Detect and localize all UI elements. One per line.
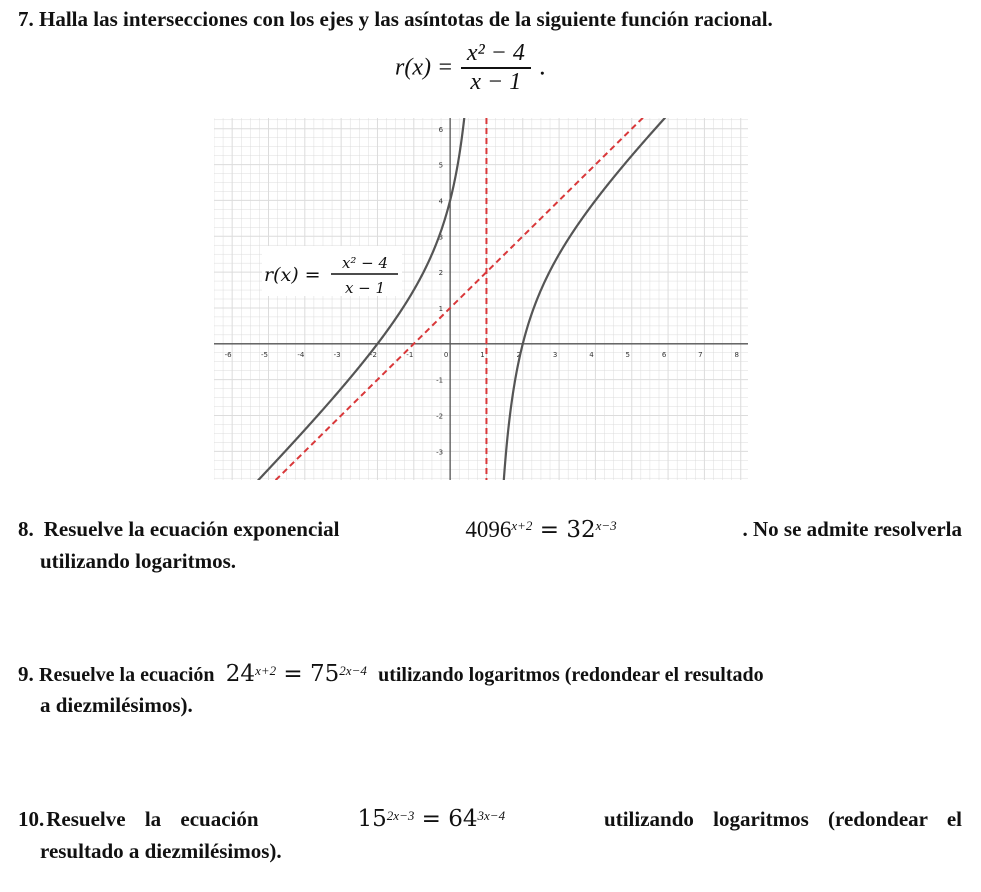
y-tick-label: 1 (438, 304, 444, 313)
x-tick-label: 8 (734, 350, 739, 359)
eq9-base2: 75 (310, 661, 340, 687)
graph-function-label (262, 246, 402, 297)
x-tick-label: 5 (625, 350, 630, 359)
y-tick-label: -3 (436, 448, 444, 457)
question-9-equation (226, 661, 367, 687)
question-9-text-b: utilizando logaritmos (redondear el resultado (378, 664, 764, 686)
x-tick-label: -3 (333, 350, 341, 359)
question-7-number: 7. (18, 7, 34, 31)
x-tick-label: 1 (480, 350, 485, 359)
question-10-equation (358, 806, 506, 833)
formula-numerator: x² − 4 (466, 40, 525, 66)
question-9-number: 9. (18, 662, 34, 686)
x-tick-label: 6 (661, 350, 667, 359)
formula-fraction (461, 40, 531, 96)
x-tick-label: -4 (297, 350, 305, 359)
graph-grid (214, 118, 748, 480)
y-tick-label: 5 (438, 161, 444, 170)
eq9-exp2: 2x−4 (339, 663, 367, 678)
question-8-text-a: Resuelve la ecuación exponencial (43, 517, 340, 541)
question-9-text-a: Resuelve la ecuación (39, 664, 215, 686)
x-tick-label: 3 (552, 350, 558, 359)
eq10-base2: 64 (448, 806, 478, 832)
question-8-equation (465, 516, 616, 544)
y-tick-label: 3 (438, 233, 444, 242)
x-tick-label: 4 (589, 350, 594, 359)
eq8-base2: 32 (566, 517, 596, 543)
y-tick-label: -2 (436, 412, 444, 421)
formula-period: . (538, 52, 547, 81)
question-8-line2: utilizando logaritmos. (40, 549, 237, 573)
question-7-formula (395, 40, 546, 96)
eq10-exp1: 2x−3 (386, 808, 415, 823)
graph-label-denominator: x − 1 (344, 279, 386, 297)
function-graph (214, 118, 748, 480)
x-tick-label: -6 (224, 350, 232, 359)
x-tick-label: 0 (443, 350, 449, 359)
x-tick-label: 2 (516, 350, 522, 359)
x-tick-label: 7 (698, 350, 703, 359)
graph-label-numerator: x² − 4 (341, 254, 389, 272)
y-tick-label: 2 (438, 269, 444, 278)
eq9-equals: = (283, 661, 303, 687)
question-9-line1 (18, 661, 962, 689)
question-8-text-b: . No se admite resolverla (742, 517, 962, 541)
x-tick-label: -2 (369, 350, 377, 359)
formula-denominator: x − 1 (461, 67, 531, 96)
y-tick-label: 6 (438, 125, 444, 134)
eq9-base1: 24 (225, 661, 256, 687)
eq10-exp2: 3x−4 (477, 808, 506, 823)
question-9-line2: a diezmilésimos). (40, 693, 193, 717)
x-tick-label: -1 (406, 350, 414, 359)
formula-lhs: r(x) = (395, 54, 454, 81)
eq8-base1: 4096 (465, 517, 512, 542)
question-8-number: 8. (18, 517, 34, 541)
eq8-exp2: x−3 (595, 518, 617, 533)
eq8-exp1: x+2 (511, 518, 533, 533)
question-8-line1 (18, 516, 962, 544)
eq9-exp1: x+2 (255, 663, 277, 678)
eq8-equals: = (539, 517, 559, 543)
question-10-text-b: utilizando logaritmos (redondear el (604, 807, 962, 831)
question-10-line2: resultado a diezmilésimos). (40, 839, 282, 863)
question-10-text-a: Resuelve la ecuación (46, 807, 259, 831)
graph-label-lhs: r(x) = (264, 264, 321, 286)
question-10-line1 (18, 806, 962, 833)
y-tick-label: -1 (436, 376, 444, 385)
eq10-base1: 15 (357, 806, 387, 832)
question-7-text: Halla las intersecciones con los ejes y las asíntotas de la siguiente función racional. (39, 7, 773, 31)
x-tick-label: -5 (260, 350, 268, 359)
y-tick-label: 4 (438, 197, 444, 206)
question-10-number: 10. (18, 807, 45, 831)
eq10-equals: = (421, 806, 441, 832)
question-7-statement (18, 6, 773, 33)
